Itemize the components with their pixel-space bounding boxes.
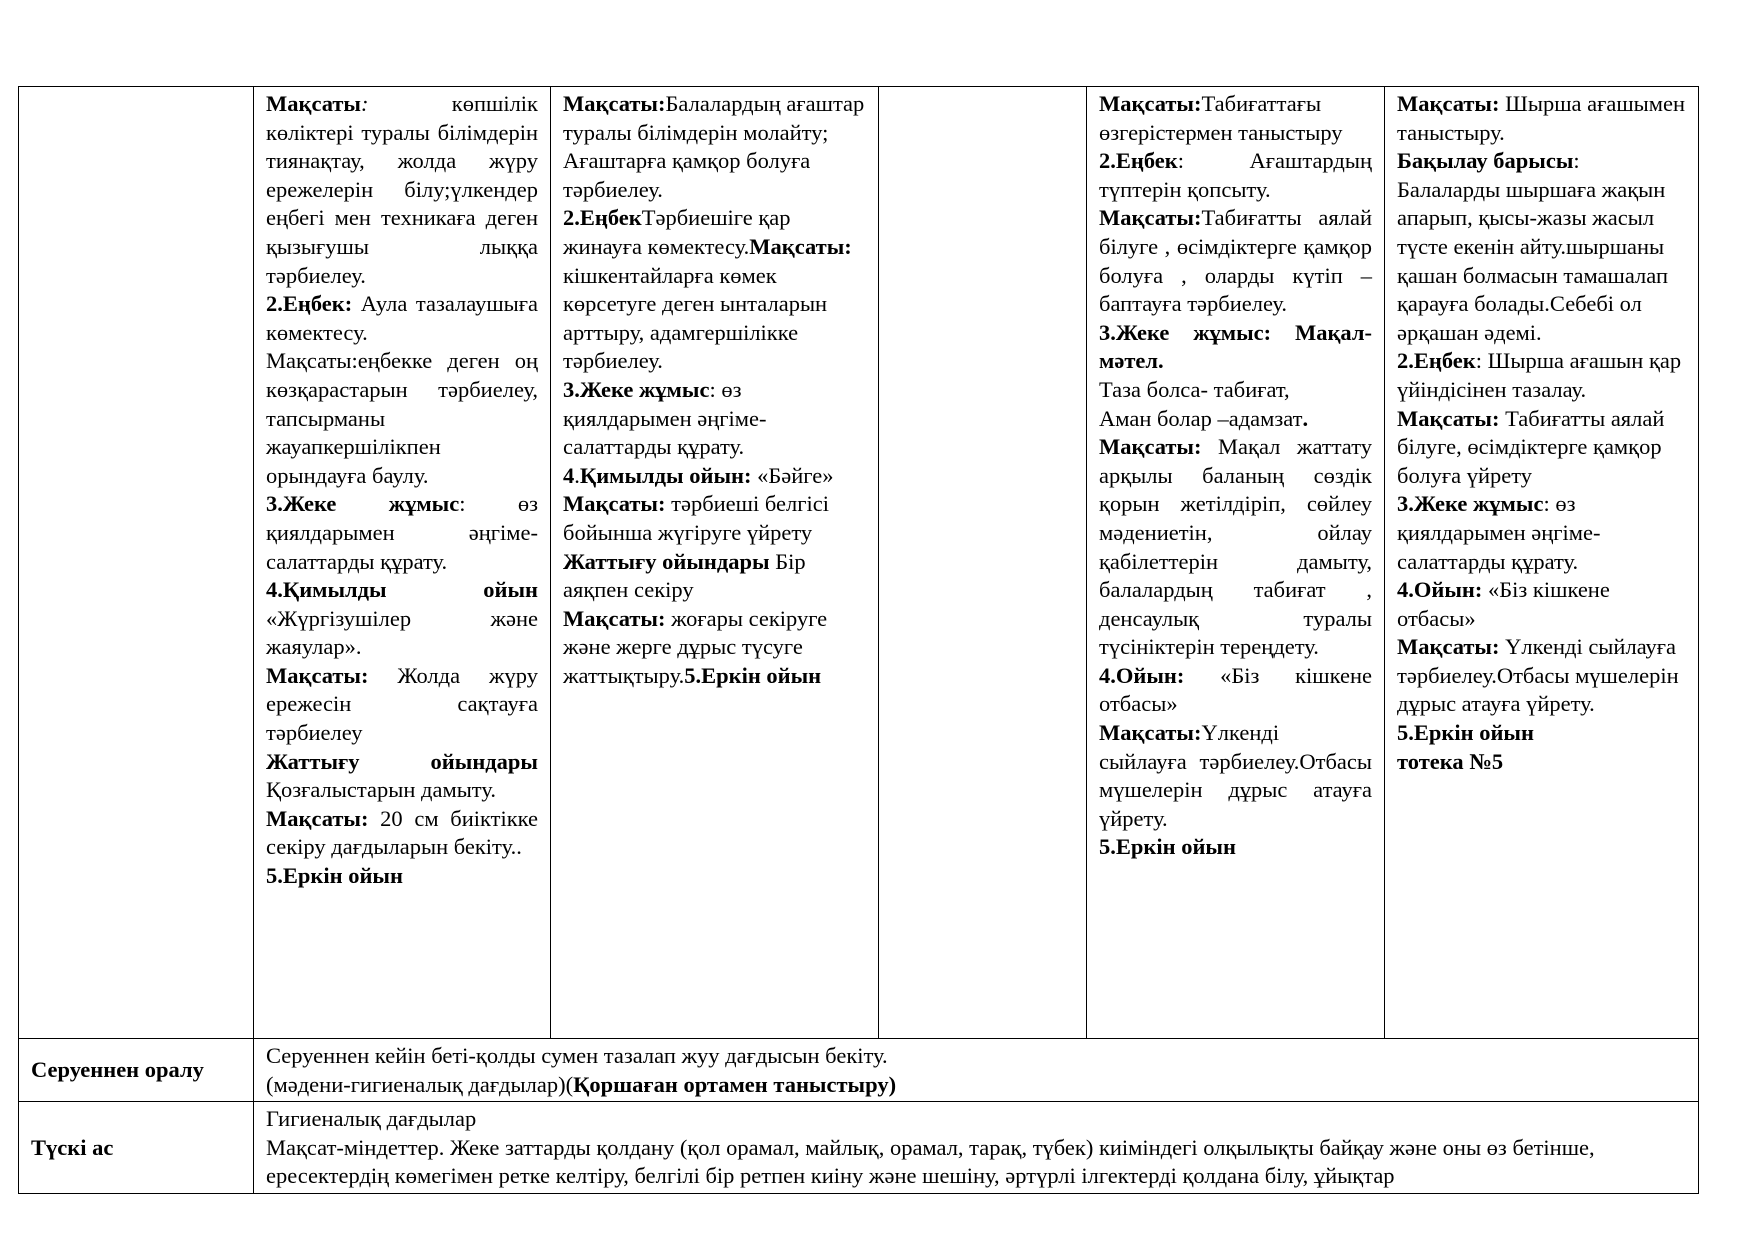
activity-paragraph [266, 748, 538, 805]
activity-text-run: . [574, 462, 580, 488]
activity-paragraph [1099, 90, 1372, 147]
activity-paragraph [1397, 90, 1686, 147]
activity-paragraph [266, 290, 538, 347]
activity-text-run: : өз қиялдарымен әңгіме-салаттарды құрату. [563, 376, 767, 460]
activity-text-run: 4.Ойын: [1397, 577, 1483, 603]
activity-text-run: Табиғатты аялай білуге , өсімдіктерге қамқор болуға , оларды күтіп – баптауға тәрбиелеу. [1099, 205, 1372, 317]
walk-row [19, 87, 1699, 1039]
friday-activity-cell [1385, 87, 1699, 1039]
activity-text-run: Жаттығу ойындары [563, 548, 770, 574]
activity-paragraph [1099, 662, 1372, 719]
activity-text-run: Мақсаты: [749, 233, 852, 259]
return-row-line2 [266, 1071, 1686, 1100]
lunch-row [19, 1102, 1699, 1194]
activity-text-run: Балалардың ағаштар туралы білімдерін молайту; [563, 91, 865, 145]
activity-paragraph [1397, 748, 1686, 777]
activity-paragraph [266, 805, 538, 862]
activity-paragraph [563, 204, 866, 376]
activity-text-run: : өз қиялдарымен әңгіме-салаттарды құрату. [266, 491, 538, 574]
wednesday-activity-cell [879, 87, 1087, 1039]
activity-paragraph [563, 605, 866, 691]
activity-text-run: Мақсаты [266, 91, 361, 116]
activity-text-run: : өз қиялдарымен әңгіме-салаттарды құрату. [1397, 491, 1601, 574]
activity-text-run: Аман болар –адамзат [1099, 405, 1303, 431]
activity-paragraph [1397, 576, 1686, 633]
activity-text-run: 2.Еңбек: [266, 291, 353, 317]
activity-text-run: Мақсаты: [1099, 91, 1202, 116]
activity-text-run: 2.Еңбек [1099, 148, 1178, 174]
activity-text-run: Мақсаты: [563, 91, 666, 116]
activity-paragraph [266, 347, 538, 490]
activity-paragraph [266, 90, 538, 290]
activity-text-run: 5.Еркін ойын [684, 662, 822, 688]
activity-text-run: Мақсаты: [1099, 434, 1202, 460]
activity-text-run: : Ағаштардың түптерін қопсыту. [1099, 148, 1372, 202]
activity-paragraph [1099, 405, 1372, 434]
activity-text-run: Мақсаты: [1397, 91, 1500, 116]
lunch-row-line2: Мақсат-міндеттер. Жеке заттарды қолдану (қол орамал, майлық, орамал, тарақ, түбек) киіміндегі олқылықты байқау және оны өз бетінше, ересектердің көмегімен ретке келтіру, белгілі бір ретпен киіну және шешіну, әртүрлі ілгектерді қолдана білу, ұйықтар [266, 1134, 1595, 1189]
activity-text-run: 3.Жеке жұмыс [563, 376, 710, 402]
activity-text-run: Мақсаты: [563, 605, 666, 631]
activity-text-run: Балаларды шыршаға жақын апарып, қысы-жазы жасыл түсте екенін айту.шыршаны қашан болмасын тамашалап қарауға болады.Себебі ол әрқашан әдемі. [1397, 176, 1668, 345]
activity-text-run: 4.Ойын: [1099, 662, 1185, 688]
activity-text-run: Мақсаты: [1099, 205, 1202, 231]
activity-text-run: 5.Еркін ойын [1397, 720, 1534, 746]
activity-text-run: Таза болса- табиғат, [1099, 376, 1290, 402]
activity-text-run: Мақсаты: [1099, 720, 1202, 746]
activity-paragraph [266, 862, 538, 891]
activity-text-run: Мақал жаттату арқылы баланың сөздік қорын жетілдіріп, сөйлеу мәдениетін, ойлау қабілеттерін дамыту, балалардың табиғат , денсаулық туралы түсініктерін тереңдету. [1099, 434, 1372, 660]
activity-text-run: Қозғалыстарын дамыту. [266, 777, 496, 803]
activity-text-run: : Шырша ағашын қар үйіндісінен тазалау. [1397, 348, 1682, 402]
return-row-label: Серуеннен оралу [19, 1039, 254, 1102]
activity-paragraph [1099, 204, 1372, 318]
row-label-cell [19, 87, 254, 1039]
activity-text-run: . [1302, 405, 1309, 431]
activity-text-run: Тәрбиешіге қар жинауға көмектесу. [563, 205, 791, 259]
lunch-row-content [254, 1102, 1699, 1194]
activity-text-run: : [361, 91, 369, 116]
activity-paragraph [563, 147, 866, 204]
activity-text-run: 5.Еркін ойын [1099, 834, 1236, 860]
activity-text-run: Жаттығу ойындары [266, 748, 538, 774]
activity-text-run: тотека №5 [1397, 748, 1504, 774]
activity-text-run: Мақсаты: [266, 662, 369, 688]
activity-text-run: 5.Еркін ойын [266, 863, 403, 889]
activity-text-run: 3.Жеке жұмыс [266, 491, 460, 517]
activity-text-run: Мақсаты: [563, 491, 666, 517]
activity-paragraph [1397, 347, 1686, 404]
return-row-content [254, 1039, 1699, 1102]
activity-paragraph [563, 462, 866, 491]
activity-text-run: Үлкенді сыйлауға тәрбиелеу.Отбасы мүшелерін дұрыс атауға үйрету. [1099, 720, 1372, 831]
activity-text-run: кішкентайларға көмек көрсетуге деген ынталарын арттыру, адамгершілікке тәрбиелеу. [563, 262, 828, 374]
activity-text-run: 2.Еңбек [1397, 348, 1476, 374]
activity-text-run: Мақсаты:еңбекке деген оң көзқарастарын тәрбиелеу, тапсырманы жауапкершілікпен орындауға баулу. [266, 348, 538, 488]
activity-paragraph [1099, 376, 1372, 405]
activity-paragraph [1099, 147, 1372, 204]
return-row [19, 1039, 1699, 1102]
return-row-line1: Серуеннен кейін беті-қолды сумен тазалап жуу дағдысын бекіту. [266, 1043, 888, 1068]
activity-paragraph [563, 90, 866, 147]
activity-paragraph [1397, 719, 1686, 748]
activity-paragraph [563, 548, 866, 605]
lunch-row-label: Түскі ас [19, 1102, 254, 1194]
activity-paragraph [1397, 633, 1686, 719]
activity-text-run: Бақылау барысы [1397, 148, 1574, 174]
activity-paragraph [563, 490, 866, 547]
activity-text-run: Қимылды ойын: [579, 462, 752, 488]
activity-text-run: «Біз кішкене отбасы» [1397, 577, 1610, 631]
thursday-activity-cell [1087, 87, 1385, 1039]
lunch-row-line1: Гигиеналық дағдылар [266, 1106, 477, 1132]
activity-paragraph [1099, 719, 1372, 833]
activity-text-run: Бір аяқпен секіру [563, 548, 806, 603]
activity-text-run: Жолда жүру ережесін сақтауға тәрбиелеу [266, 662, 538, 746]
activity-text-run: Мақсаты: [1397, 405, 1500, 431]
activity-paragraph [1099, 833, 1372, 862]
activity-text-run: 4 [563, 462, 575, 488]
activity-text-run: Аула тазалаушыға көмектесу. [266, 291, 538, 345]
return-row-line2-text: (мәдени-гигиеналық дағдылар)( [266, 1071, 574, 1097]
activity-text-run: жоғары секіруге және жерге дұрыс түсуге жаттықтыру. [563, 605, 828, 688]
activity-paragraph [1397, 176, 1686, 348]
activity-text-run: «Біз кішкене отбасы» [1099, 662, 1372, 717]
activity-text-run: Табиғатты аялай білуге, өсімдіктерге қамқор болуға үйрету [1397, 405, 1665, 488]
activity-text-run: Табиғаттағы өзгерістермен таныстыру [1099, 91, 1343, 145]
activity-text-run: Мақсаты: [1397, 634, 1500, 660]
activity-text-run: тәрбиеші белгісі бойынша жүгіруге үйрету [563, 491, 829, 545]
return-row-line2-bold: Қоршаған ортамен таныстыру) [573, 1071, 897, 1097]
activity-paragraph [1397, 490, 1686, 576]
activity-text-run: Шырша ағашымен таныстыру. [1397, 91, 1686, 145]
activity-text-run: Мақсаты: [266, 805, 369, 831]
activity-paragraph [1099, 319, 1372, 376]
monday-activity-cell [254, 87, 551, 1039]
activity-paragraph [563, 376, 866, 462]
activity-text-run: «Бәйге» [751, 462, 834, 488]
activity-paragraph [266, 576, 538, 662]
activity-text-run: 3.Жеке жұмыс [1397, 491, 1544, 517]
daily-plan-table [18, 86, 1699, 1194]
tuesday-activity-cell [551, 87, 879, 1039]
activity-text-run: 3.Жеке жұмыс: Мақал-мәтел. [1099, 319, 1372, 374]
activity-text-run: «Жүргізушілер және жаяулар». [266, 605, 538, 660]
activity-text-run: 20 см биіктікке секіру дағдыларын бекіту.. [266, 805, 538, 860]
activity-paragraph [266, 662, 538, 748]
activity-paragraph [1397, 405, 1686, 491]
activity-text-run: көпшілік көліктері туралы білімдерін тиянақтау, жолда жүру ережелерін білу;үлкендер еңбегі мен техникаға деген қызығушы лыққа тәрбиелеу. [266, 91, 538, 288]
activity-text-run: Үлкенді сыйлауға тәрбиелеу.Отбасы мүшелерін дұрыс атауға үйрету. [1397, 634, 1679, 717]
activity-paragraph [1099, 433, 1372, 662]
activity-paragraph [1397, 147, 1686, 176]
activity-paragraph [266, 490, 538, 576]
activity-text-run: : [1573, 148, 1580, 174]
activity-text-run: 2.Еңбек [563, 205, 642, 231]
activity-text-run: Ағаштарға қамқор болуға тәрбиелеу. [563, 148, 811, 202]
activity-text-run: 4.Қимылды ойын [266, 577, 538, 603]
